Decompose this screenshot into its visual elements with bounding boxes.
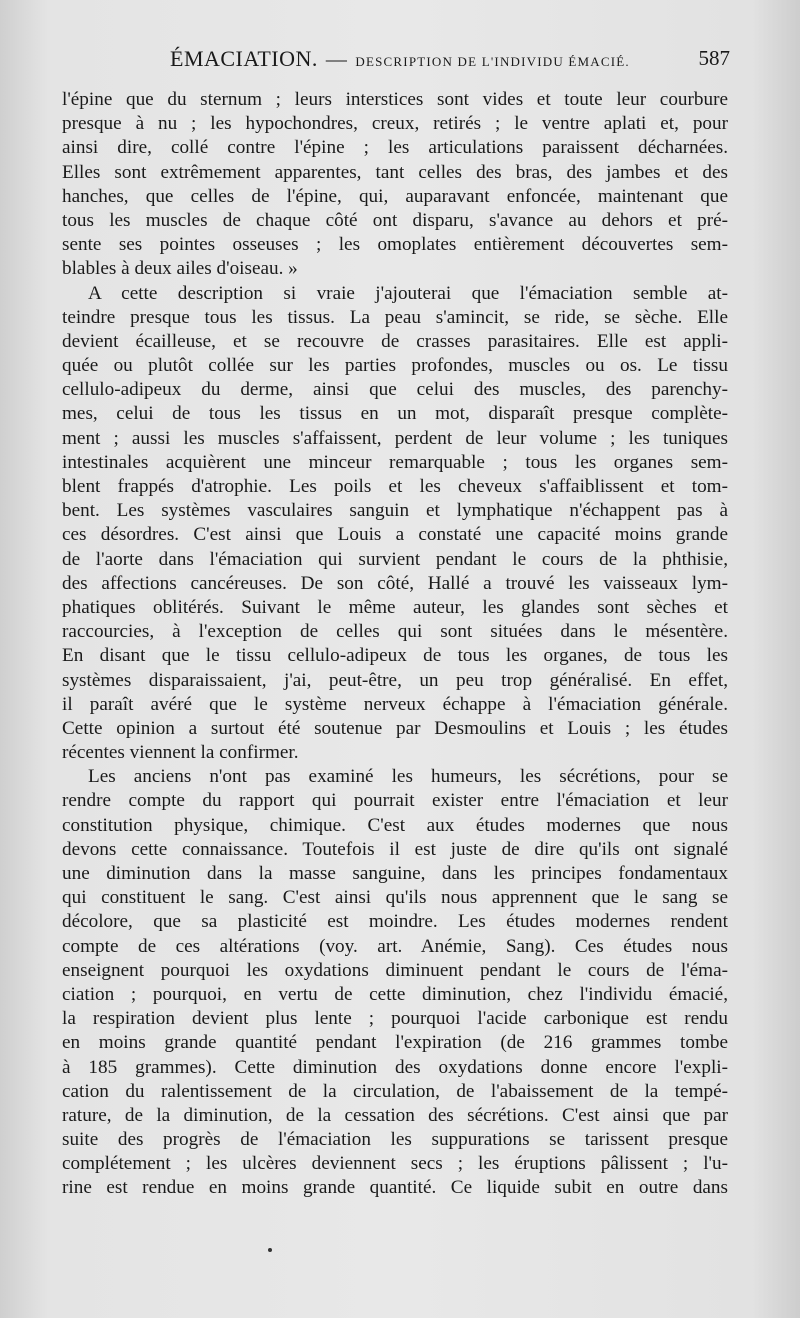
text-line: complétement ; les ulcères deviennent secs ; les éruptions pâlissent ; l'u- [62,1153,728,1175]
text-line: En disant que le tissu cellulo-adipeux de tous les organes, de tous les [62,645,728,667]
text-line: des affections cancéreuses. De son côté, Hallé a trouvé les vaisseaux lym- [62,572,728,594]
running-head [170,46,630,72]
text-line: cellulo-adipeux du derme, ainsi que celui des muscles, des parenchy- [62,379,728,401]
text-line: devient écailleuse, et se recouvre de crasses parasitaires. Elle est appli- [62,330,728,352]
text-line: compte de ces altérations (voy. art. Anémie, Sang). Ces études nous [62,935,728,957]
text-line: hanches, que celles de l'épine, qui, auparavant enfoncée, maintenant que [62,185,728,207]
text-line: cation du ralentissement de la circulation, de l'abaissement de la tempé- [62,1080,728,1102]
text-line: la respiration devient plus lente ; pourquoi l'acide carbonique est rendu [62,1008,728,1030]
text-line: quée ou plutôt collée sur les parties profondes, muscles ou os. Le tissu [62,355,728,377]
text-line: l'épine que du sternum ; leurs interstices sont vides et toute leur courbure [62,89,728,110]
text-line: presque à nu ; les hypochondres, creux, retirés ; le ventre aplati et, pour [62,113,728,135]
text-line: intestinales acquièrent une minceur remarquable ; tous les organes sem- [62,451,728,473]
text-line: Elles sont extrêmement apparentes, tant celles des bras, des jambes et des [62,161,728,183]
text-line: rine est rendue en moins grande quantité. Ce liquide subit en outre dans [62,1177,728,1199]
text-line: sente ses pointes osseuses ; les omoplates entièrement découvertes sem- [62,234,728,256]
text-line: blent frappés d'atrophie. Les poils et les cheveux s'affaiblissent et tom- [62,476,728,497]
text-line: à 185 grammes). Cette diminution des oxydations donne encore l'expli- [62,1056,728,1078]
running-head-dash: — [325,47,348,71]
paragraph [62,282,728,766]
text-line: rendre compte du rapport qui pourrait exister entre l'émaciation et leur [62,790,728,812]
running-head-subtitle: DESCRIPTION DE L'INDIVIDU ÉMACIÉ. [355,54,630,69]
text-line: A cette description si vraie j'ajouterai que l'émaciation semble at- [88,282,728,304]
text-line: blables à deux ailes d'oiseau. » [62,258,298,280]
text-line: récentes viennent la confirmer. [62,742,299,764]
paragraph [62,88,728,282]
text-line: bent. Les systèmes vasculaires sanguin et lymphatique n'échappent pas à [62,500,728,522]
text-line: tous les muscles de chaque côté ont disparu, s'avance au dehors et pré- [62,209,728,231]
text-line: une diminution dans la masse sanguine, dans les principes fondamentaux [62,863,728,884]
text-line: ciation ; pourquoi, en vertu de cette diminution, chez l'individu émacié, [62,983,728,1005]
text-line: mes, celui de tous les tissus en un mot, disparaît presque complète- [62,403,728,425]
page-number: 587 [698,46,730,70]
text-line: il paraît avéré que le système nerveux échappe à l'émaciation générale. [62,693,728,715]
text-line: en moins grande quantité pendant l'expiration (de 216 grammes tombe [62,1032,728,1054]
text-line: de l'aorte dans l'émaciation qui survient pendant le cours de la phthisie, [62,548,728,570]
text-line: constitution physique, chimique. C'est aux études modernes que nous [62,814,728,836]
body-text [62,88,728,1201]
text-line: Les anciens n'ont pas examiné les humeurs, les sécrétions, pour se [88,766,728,788]
text-line: raccourcies, à l'exception de celles qui sont situées dans le mésentère. [62,621,728,643]
page-header [170,46,730,76]
text-line: ment ; aussi les muscles s'affaissent, perdent de leur volume ; les tuniques [62,427,728,449]
text-line: ces désordres. C'est ainsi que Louis a constaté une capacité moins grande [62,524,728,546]
text-line: enseignent pourquoi les oxydations diminuent pendant le cours de l'éma- [62,959,728,981]
text-line: rature, de la diminution, de la cessation des sécrétions. C'est ainsi que par [62,1104,728,1126]
running-head-title: ÉMACIATION. [170,46,318,71]
text-line: teindre presque tous les tissus. La peau s'amincit, se ride, se sèche. Elle [62,306,728,328]
paragraph [62,765,728,1200]
text-line: ainsi dire, collé contre l'épine ; les articulations paraissent décharnées. [62,137,728,159]
text-line: systèmes disparaissaient, j'ai, peut-être, un peu trop généralisé. En effet, [62,669,728,691]
text-line: devons cette connaissance. Toutefois il est juste de dire qu'ils ont signalé [62,838,728,860]
text-line: suite des progrès de l'émaciation les suppurations se tarissent presque [62,1129,728,1151]
text-line: qui constituent le sang. C'est ainsi qu'ils nous apprennent que le sang se [62,887,728,909]
print-mark-dot [268,1248,272,1252]
text-line: Cette opinion a surtout été soutenue par Desmoulins et Louis ; les études [62,717,728,739]
text-line: phatiques oblitérés. Suivant le même auteur, les glandes sont sèches et [62,596,728,618]
text-line: décolore, que sa plasticité est moindre. Les études modernes rendent [62,911,728,933]
